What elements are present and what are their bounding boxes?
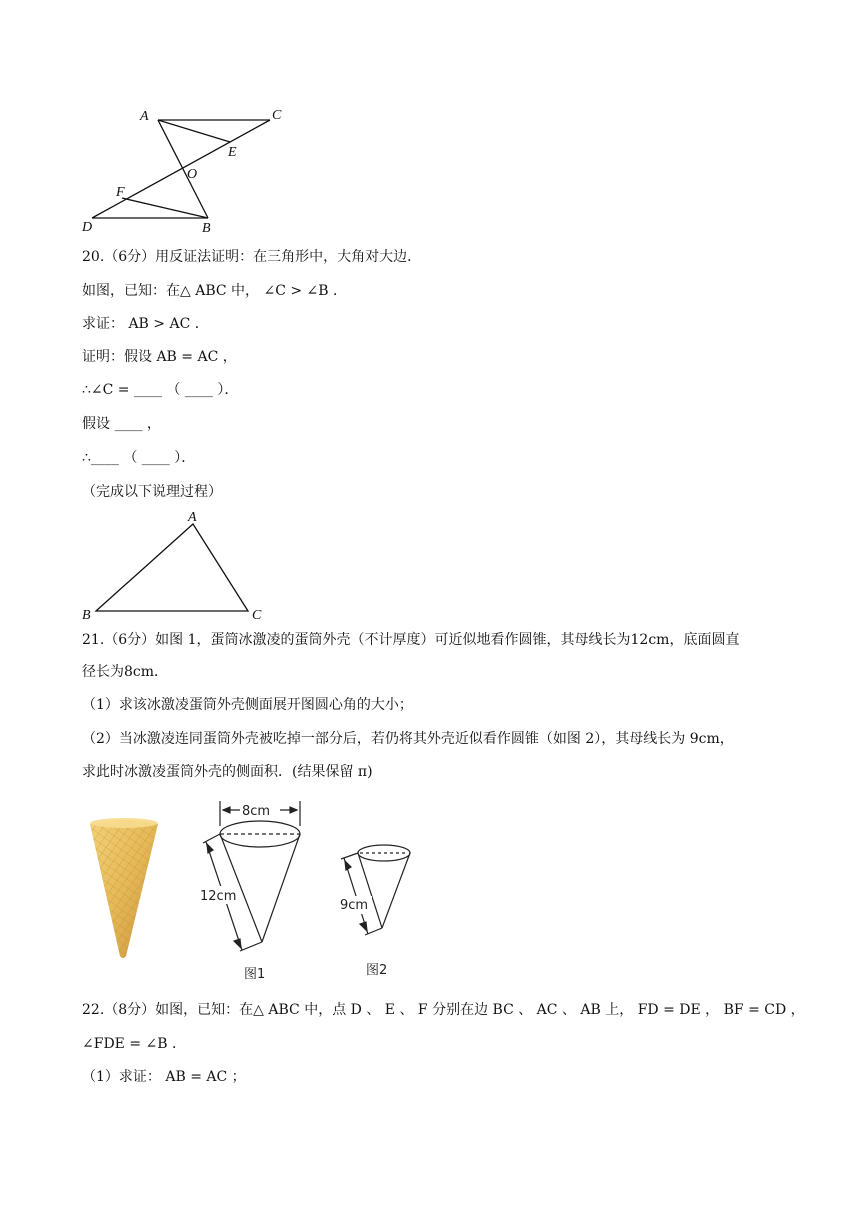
label-D: D [82, 220, 93, 235]
label-A: A [188, 510, 197, 525]
q20-given: 如图，已知：在△ ABC 中， ∠C > ∠B ． [82, 283, 348, 299]
q21-part2-line1: （2）当冰激凌连同蛋筒外壳被吃掉一部分后，若仍将其外壳近似看作圆锥（如图 2），其母线长为 9cm， [82, 731, 734, 747]
label-F: F [116, 185, 125, 200]
cone-diagram-1 [203, 801, 300, 951]
label-B: B [202, 221, 211, 236]
q21-part1: （1）求该冰激凌蛋筒外壳侧面展开图圆心角的大小； [82, 697, 413, 713]
figure-q19 [70, 100, 310, 240]
q20-proof-2: ∴∠C = ____ （ ____ ）． [82, 382, 239, 398]
label-B: B [82, 608, 91, 623]
figure-caption-2: 图2 [366, 963, 388, 978]
q20-note: （完成以下说理过程） [82, 484, 222, 500]
q20-stem: 20.（6分）用反证法证明：在三角形中，大角对大边． [82, 249, 422, 265]
q22-part1: （1）求证： AB = AC ； [82, 1069, 246, 1085]
q20-proof-1: 证明：假设 AB = AC ， [82, 349, 237, 365]
q21-stem-line2: 径长为8cm． [82, 664, 169, 680]
q20-proof-3: 假设 ____ ， [82, 416, 161, 432]
figure-q21 [82, 796, 442, 988]
label-A: A [140, 109, 149, 124]
label-C: C [252, 608, 262, 623]
cone-diagram-2 [341, 845, 410, 935]
q22-stem-line1: 22.（8分）如图，已知：在△ ABC 中，点 D 、 E 、 F 分别在边 BC 、 AC 、 AB 上， FD = DE ， BF = CD ， [82, 1002, 805, 1018]
q21-stem-line1: 21.（6分）如图 1，蛋筒冰激凌的蛋筒外壳（不计厚度）可近似地看作圆锥，其母线长为12cm，底面圆直 [82, 632, 740, 648]
label-E: E [228, 145, 237, 160]
label-O: O [187, 167, 198, 182]
slant-label-2: 9cm [340, 898, 369, 913]
label-C: C [272, 108, 282, 123]
figure-caption-1: 图1 [244, 967, 266, 982]
q22-stem-line2: ∠FDE = ∠B ． [82, 1036, 186, 1052]
slant-label-1: 12cm [200, 889, 237, 904]
figure-q20 [76, 506, 276, 624]
cone-photo [90, 818, 158, 958]
q20-proof-4: ∴____ （ ____ ）． [82, 450, 196, 466]
diameter-label: 8cm [242, 804, 271, 819]
q20-prove: 求证： AB > AC ． [82, 316, 209, 332]
q21-part2-line2: 求此时冰激凌蛋筒外壳的侧面积．(结果保留 π) [82, 764, 373, 780]
